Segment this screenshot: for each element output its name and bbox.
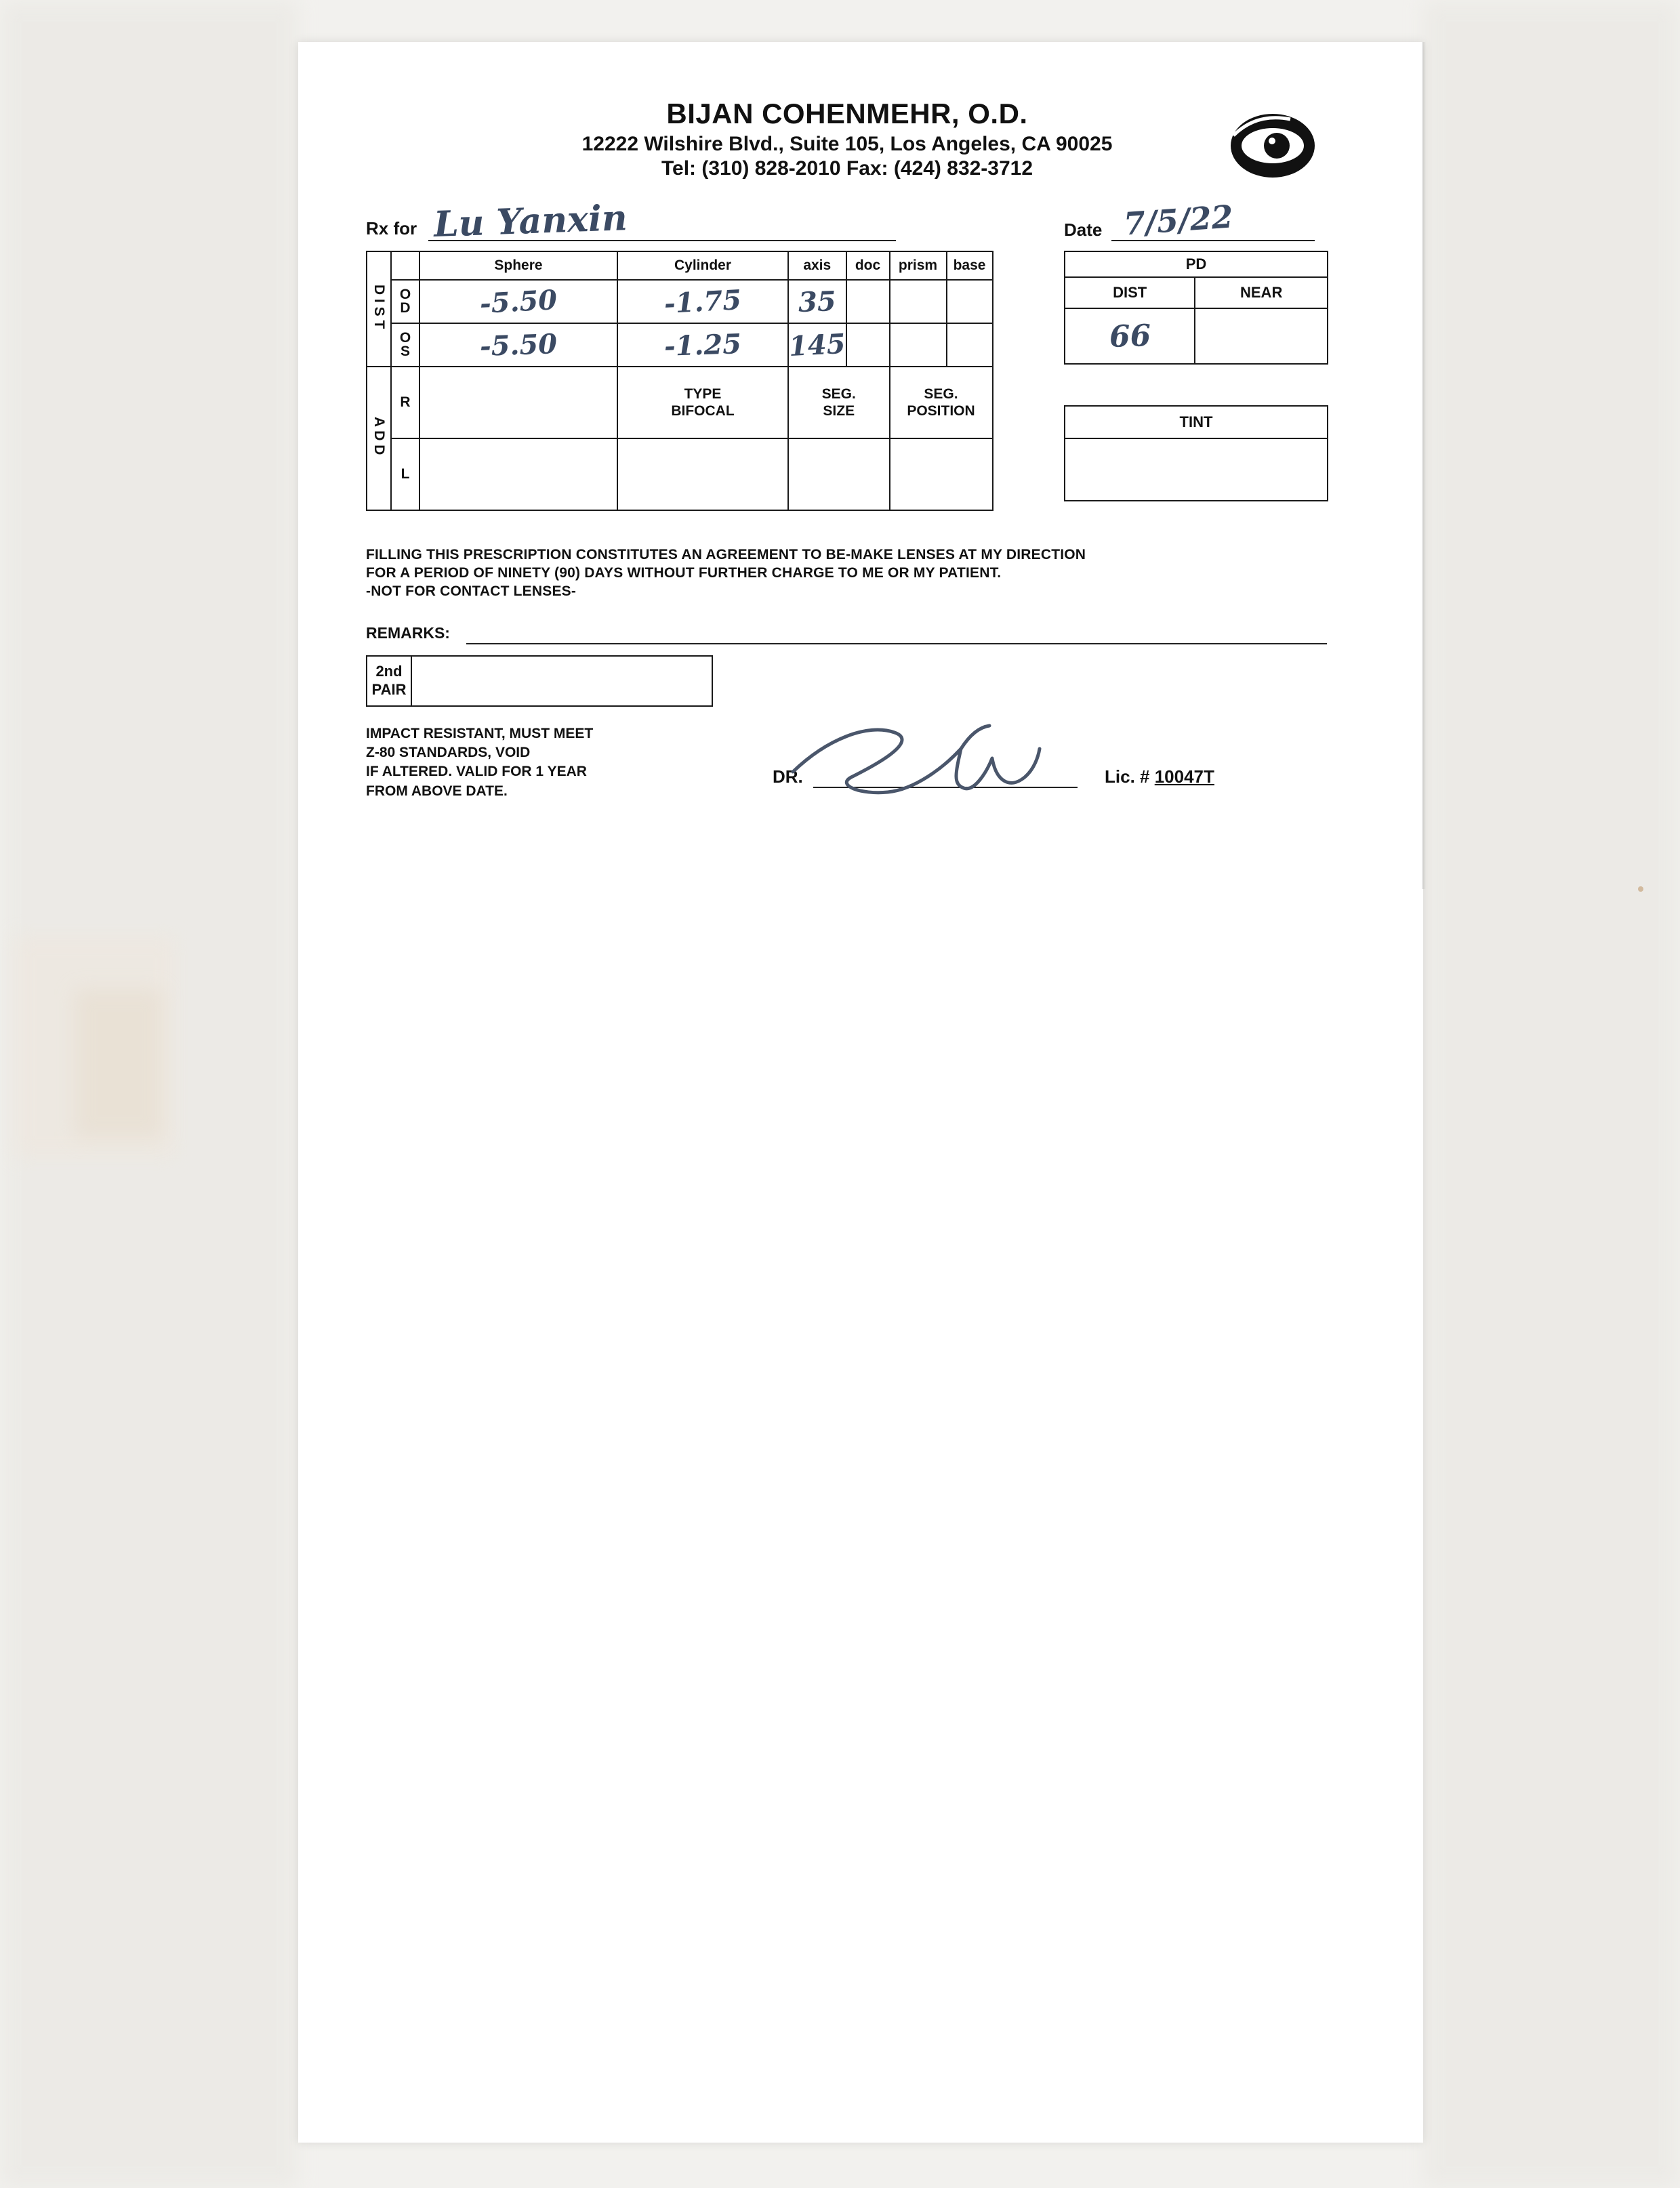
cell-od-prism xyxy=(890,280,947,323)
table-row xyxy=(367,323,993,367)
eye-header-blank xyxy=(391,251,419,280)
tint-box xyxy=(1064,405,1328,501)
second-pair-label xyxy=(367,656,411,706)
table-header-row xyxy=(367,251,993,280)
table-row xyxy=(367,438,993,510)
tint-value xyxy=(1065,438,1328,501)
rx-grid-area xyxy=(366,251,1328,535)
tint-table xyxy=(1064,405,1328,501)
legal-line-1: FILLING THIS PRESCRIPTION CONSTITUTES AN AGREEMENT TO BE-MAKE LENSES AT MY DIRECTION xyxy=(366,547,1086,562)
os-cylinder-value: -1.25 xyxy=(663,327,742,363)
col-header-seg-position xyxy=(890,367,993,438)
prescription-sheet xyxy=(298,42,1423,2143)
license-number: 10047T xyxy=(1154,766,1214,787)
pd-subheader-row xyxy=(1065,277,1328,308)
cell-od-doc xyxy=(846,280,890,323)
second-pair-label-line1: 2nd xyxy=(375,663,403,680)
pd-dist-value-cell xyxy=(1065,308,1195,364)
cell-os-base xyxy=(947,323,993,367)
remarks-rule[interactable] xyxy=(466,643,1327,644)
cell-add-l-seg-position xyxy=(890,438,993,510)
second-pair-value[interactable] xyxy=(411,656,712,706)
rx-table xyxy=(366,251,993,511)
eye-label-s: S xyxy=(400,344,410,359)
pd-title: PD xyxy=(1065,251,1328,277)
table-row xyxy=(367,656,712,706)
remarks-label: REMARKS: xyxy=(366,623,450,642)
eye-logo-icon xyxy=(1229,108,1316,183)
pd-table xyxy=(1064,251,1328,365)
second-pair-table xyxy=(366,655,713,707)
add-label-text: A D D xyxy=(371,417,388,455)
prescription-form xyxy=(366,83,1328,812)
pd-box xyxy=(1064,251,1328,365)
doctor-label: DR. xyxy=(773,766,803,787)
dist-row-label xyxy=(367,251,391,367)
pd-title-row xyxy=(1065,251,1328,277)
size-label: SIZE xyxy=(823,403,855,419)
os-sphere-value: -5.50 xyxy=(479,327,558,363)
type-label: TYPE xyxy=(684,386,722,402)
pd-dist-value: 66 xyxy=(1108,318,1151,354)
add-header-row xyxy=(367,367,993,438)
eye-label-od xyxy=(391,280,419,323)
add-eye-label-r: R xyxy=(391,367,419,438)
cell-os-cylinder xyxy=(617,323,788,367)
col-header-doc: doc xyxy=(846,251,890,280)
col-header-prism: prism xyxy=(890,251,947,280)
pd-near-value-cell xyxy=(1195,308,1328,364)
col-header-axis: axis xyxy=(788,251,846,280)
seg-label: SEG. xyxy=(924,386,958,402)
eye-label-o: O xyxy=(399,330,411,346)
remarks-section xyxy=(366,619,1328,650)
table-row xyxy=(367,280,993,323)
eye-label-os xyxy=(391,323,419,367)
second-pair-section xyxy=(366,655,1328,709)
os-axis-value: 145 xyxy=(787,327,846,363)
clinic-header xyxy=(366,98,1328,180)
tint-value-row xyxy=(1065,438,1328,501)
col-header-sphere: Sphere xyxy=(419,251,617,280)
cell-od-base xyxy=(947,280,993,323)
add-row-label xyxy=(367,367,391,510)
position-label: POSITION xyxy=(907,403,975,419)
legal-line-3: -NOT FOR CONTACT LENSES- xyxy=(366,583,577,599)
cell-add-l-seg-size xyxy=(788,438,890,510)
bifocal-label: BIFOCAL xyxy=(671,403,735,419)
col-header-base: base xyxy=(947,251,993,280)
seg-label: SEG. xyxy=(821,386,856,402)
tint-title: TINT xyxy=(1065,406,1328,438)
pd-near-label: NEAR xyxy=(1195,277,1328,308)
patient-name-value: Lu Yanxin xyxy=(433,197,628,245)
date-label: Date xyxy=(1064,220,1103,240)
eye-label-o: O xyxy=(399,287,411,303)
col-header-seg-size xyxy=(788,367,890,438)
col-header-cylinder: Cylinder xyxy=(617,251,788,280)
impact-line-3: IF ALTERED. VALID FOR 1 YEAR xyxy=(366,764,587,780)
license-line xyxy=(1105,766,1214,787)
clinic-address: 12222 Wilshire Blvd., Suite 105, Los Angeles, CA 90025 xyxy=(581,133,1113,155)
impact-line-4: FROM ABOVE DATE. xyxy=(366,783,508,799)
cell-os-prism xyxy=(890,323,947,367)
col-header-type-bifocal xyxy=(617,367,788,438)
impact-line-2: Z-80 STANDARDS, VOID xyxy=(366,744,531,760)
cell-add-l-type xyxy=(617,438,788,510)
impact-line-1: IMPACT RESISTANT, MUST MEET xyxy=(366,725,594,741)
cell-od-sphere xyxy=(419,280,617,323)
pd-value-row xyxy=(1065,308,1328,364)
patient-line xyxy=(366,197,1328,248)
date-value: 7/5/22 xyxy=(1122,198,1235,243)
tint-title-row xyxy=(1065,406,1328,438)
legal-text xyxy=(366,546,1328,601)
doctor-signature-rule xyxy=(813,787,1078,788)
pd-dist-label: DIST xyxy=(1065,277,1195,308)
dist-label-text: D I S T xyxy=(371,284,388,329)
cell-os-axis xyxy=(788,323,846,367)
license-label: Lic. # xyxy=(1105,766,1150,787)
add-eye-label-l: L xyxy=(391,438,419,510)
second-pair-label-line2: PAIR xyxy=(371,680,407,698)
od-cylinder-value: -1.75 xyxy=(663,283,743,320)
scan-smudge xyxy=(75,989,163,1138)
cell-add-l-sphere xyxy=(419,438,617,510)
footer-section xyxy=(366,724,1328,812)
cell-os-doc xyxy=(846,323,890,367)
cell-od-axis xyxy=(788,280,846,323)
doctor-signature xyxy=(786,719,1078,807)
rx-for-label: Rx for xyxy=(366,218,417,239)
legal-line-2: FOR A PERIOD OF NINETY (90) DAYS WITHOUT FURTHER CHARGE TO ME OR MY PATIENT. xyxy=(366,564,1002,581)
od-sphere-value: -5.50 xyxy=(478,283,558,320)
cell-os-sphere xyxy=(419,323,617,367)
scan-smudge xyxy=(1423,0,1680,2188)
clinic-phone-fax: Tel: (310) 828-2010 Fax: (424) 832-3712 xyxy=(661,157,1033,180)
clinic-name: BIJAN COHENMEHR, O.D. xyxy=(666,98,1028,129)
scan-speck xyxy=(1638,886,1643,892)
od-axis-value: 35 xyxy=(798,285,837,318)
eye-label-d: D xyxy=(400,300,411,316)
cell-od-cylinder xyxy=(617,280,788,323)
impact-resistant-notice xyxy=(366,724,593,801)
cell-add-r-sphere xyxy=(419,367,617,438)
